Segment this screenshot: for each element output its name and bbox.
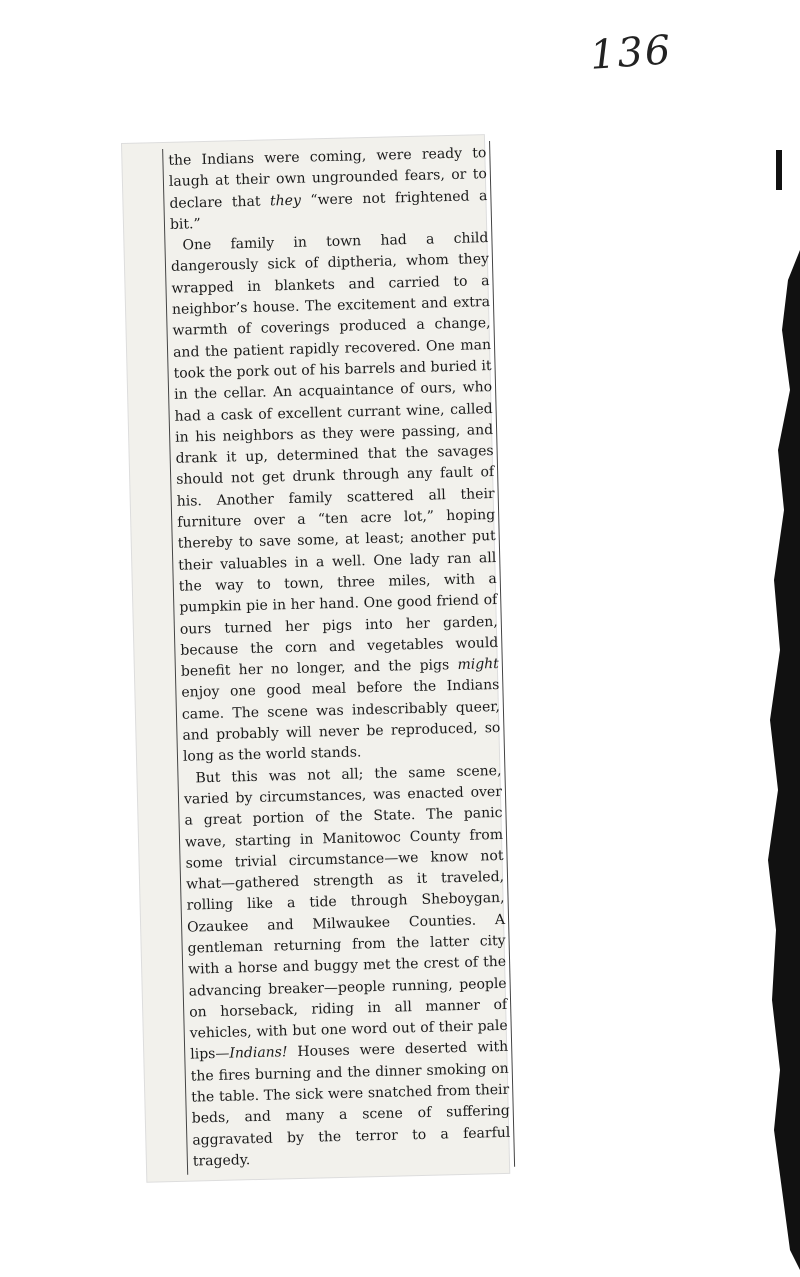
text-run: One family in town had a child dangerously sick of diptheria, whom they wrapped in blankets and carried to a neighbor’s house. The excitement and extra warmth of coverings produced a change, and the patient rapidly recovered. One man took the pork out of his barrels and buried it in the cellar. An acquaintance of ours, who had a cask of excellent currant wine, called in his neighbors as they were passing, and drank it up, determined that the savages should not get drunk through any fault of his. Another family scattered all their furniture over a “ten acre lot,” hoping thereby to save some, at least; another put their valuables in a well. One lady ran all the way to town, three miles, with a pumpkin pie in her hand. One good friend of ours turned her pigs into her garden, because the corn and vegetables would benefit her no longer, and the pigs xyxy=(170,230,499,680)
newspaper-clipping xyxy=(122,135,509,1182)
article-body xyxy=(168,143,511,1173)
article-paragraph xyxy=(170,228,501,768)
scan-edge-mark xyxy=(776,150,782,190)
scan-shadow-edge xyxy=(760,250,800,1270)
italic-text: they xyxy=(269,192,302,209)
article-paragraph xyxy=(183,761,511,1173)
italic-text: might xyxy=(457,656,500,674)
handwritten-page-number: 136 xyxy=(588,27,674,79)
text-run: “were not frightened a bit.” xyxy=(169,187,488,233)
italic-text: Indians! xyxy=(229,1044,288,1063)
text-run: enjoy one good meal before the Indians came. The scene was indescribably queer, and probably will never be reproduced, so long as the world stands. xyxy=(181,677,501,766)
article-paragraph xyxy=(168,143,488,236)
text-run: But this was not all; the same scene, varied by circumstances, was enacted over a great portion of the State. The panic wave, starting in Manitowoc County from some trivial circumstance—we know not what—gathered strength as it traveled, rolling like a tide through Sheboygan, Ozaukee and Milwaukee Counties. A gentleman returning from the latter city with a horse and buggy met the crest of the advancing breaker—people running, people on horseback, riding in all manner of vehicles, with but one word out of their pale lips— xyxy=(183,762,508,1064)
text-run: the Indians were coming, were ready to laugh at their own ungrounded fears, or to declare that xyxy=(168,145,488,212)
text-run: Houses were deserted with the fires burning and the dinner smoking on the table. The sick were snatched from their beds, and many a scene of suffering aggravated by the terror to a fearful tragedy. xyxy=(190,1039,511,1170)
